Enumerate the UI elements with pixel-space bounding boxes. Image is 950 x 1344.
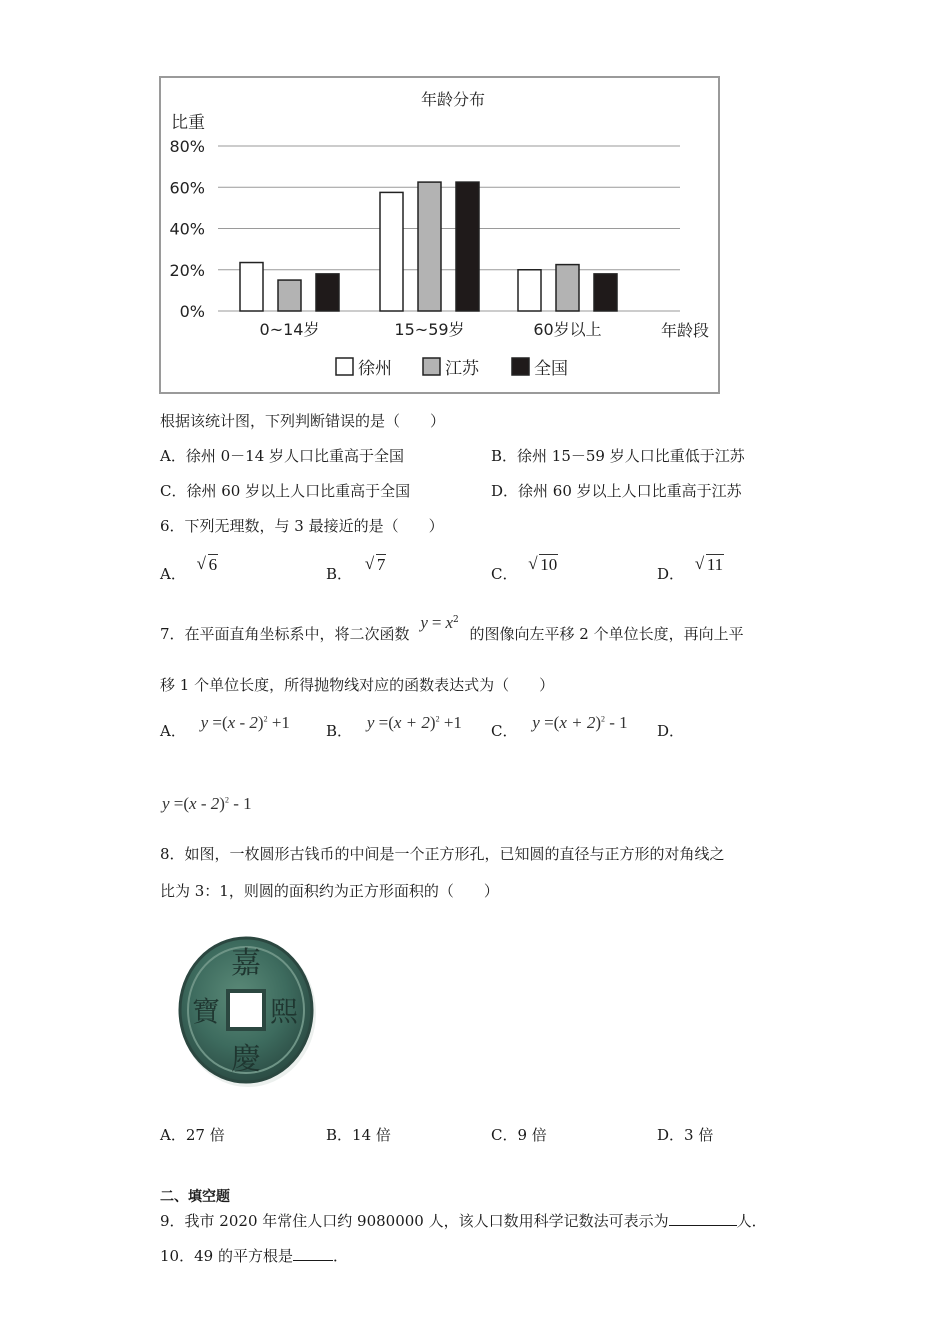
q7-stem-line2: 移 1 个单位长度，所得抛物线对应的函数表达式为（ ）	[160, 676, 555, 694]
q5-option-c: C．徐州 60 岁以上人口比重高于全国	[160, 482, 411, 500]
sqrt-10: √ 10	[528, 554, 558, 574]
chart-y-label: 比重	[171, 113, 205, 133]
bar-徐州-0	[240, 263, 263, 311]
q6-option-b	[326, 554, 386, 584]
q10-stem: 10．49 的平方根是 ．	[160, 1247, 348, 1265]
sqrt-11: √ 11	[694, 554, 724, 574]
y-tick-label: 40%	[169, 219, 205, 239]
q6-option-c-label: C．	[491, 565, 518, 583]
section-heading: 二、填空题	[160, 1189, 230, 1205]
ancient-coin-image	[172, 925, 322, 1095]
bar-全国-1	[456, 182, 479, 311]
chart-x-ticks	[260, 320, 602, 339]
y-tick-label: 20%	[169, 260, 205, 280]
q8-option-d: D．3 倍	[657, 1126, 714, 1144]
bar-江苏-1	[418, 182, 441, 311]
q5-option-d: D．徐州 60 岁以上人口比重高于江苏	[491, 482, 742, 500]
bar-全国-2	[594, 274, 617, 311]
sqrt-7: √ 7	[364, 554, 386, 574]
x-tick-label: 0~14岁	[259, 320, 320, 339]
chart-canvas	[161, 78, 718, 392]
svg-text:嘉: 嘉	[231, 946, 261, 981]
legend-label: 全国	[534, 359, 568, 379]
q7-option-a: A． y =(x - 2)$^2$ +1	[160, 713, 290, 740]
svg-text:熙: 熙	[269, 995, 299, 1028]
q8-option-a: A．27 倍	[160, 1126, 225, 1144]
svg-text:寶: 寶	[191, 995, 221, 1028]
legend-label: 徐州	[358, 359, 392, 379]
age-distribution-chart	[159, 76, 720, 394]
q6-option-a	[160, 554, 218, 584]
q6-stem: 6．下列无理数，与 3 最接近的是（ ）	[160, 517, 444, 535]
q5-stem: 根据该统计图，下列判断错误的是（ ）	[160, 412, 446, 430]
q5-option-a: A．徐州 0－14 岁人口比重高于全国	[160, 447, 405, 465]
q7-function: $y = x^2$	[420, 613, 459, 632]
q8-option-c: C．9 倍	[491, 1126, 547, 1144]
x-tick-label: 15~59岁	[394, 320, 465, 339]
y-tick-label: 60%	[169, 178, 205, 198]
bar-江苏-0	[278, 280, 301, 311]
chart-y-ticks	[169, 137, 205, 321]
chart-title: 年龄分布	[420, 90, 486, 109]
bar-徐州-2	[518, 270, 541, 311]
y-tick-label: 80%	[169, 137, 205, 156]
chart-bars	[240, 182, 617, 311]
q6-option-b-label: B．	[326, 565, 353, 583]
q8-option-b: B．14 倍	[326, 1126, 391, 1144]
bar-全国-0	[316, 274, 339, 311]
q6-option-a-label: A．	[160, 565, 186, 583]
q7-option-d-label: D．	[657, 722, 685, 740]
legend-swatch-徐州	[336, 358, 353, 375]
x-tick-label: 60岁以上	[533, 320, 602, 339]
legend-swatch-江苏	[423, 358, 440, 375]
chart-x-label: 年龄段	[660, 321, 709, 340]
svg-text:慶: 慶	[231, 1042, 261, 1077]
bar-江苏-2	[556, 265, 579, 311]
q8-stem-line2: 比为 3：1，则圆的面积约为正方形面积的（ ）	[160, 882, 499, 900]
y-tick-label: 0%	[179, 302, 205, 321]
q6-option-d-label: D．	[657, 565, 685, 583]
q7-option-d: y =(x - 2)$^2$ - 1	[162, 794, 252, 813]
q7-option-b: B． $y =(x + 2)^2 +1$	[326, 713, 462, 740]
legend-swatch-全国	[512, 358, 529, 375]
q9-answer-blank[interactable]	[669, 1225, 737, 1226]
q7-option-c: C． $y =(x + 2)^2 - 1$	[491, 713, 628, 740]
q10-answer-blank[interactable]	[293, 1260, 333, 1261]
q8-stem-line1: 8．如图，一枚圆形古钱币的中间是一个正方形孔，已知圆的直径与正方形的对角线之	[160, 845, 725, 863]
q9-stem: 9．我市 2020 年常住人口约 9080000 人，该人口数用科学记数法可表示为 人．	[160, 1212, 767, 1230]
sqrt-6: √ 6	[196, 554, 218, 574]
bar-徐州-1	[380, 192, 403, 311]
chart-legend	[336, 358, 568, 379]
q5-option-b: B．徐州 15－59 岁人口比重低于江苏	[491, 447, 745, 465]
q6-option-c	[491, 554, 558, 584]
legend-label: 江苏	[445, 359, 479, 379]
q7-stem-line1: 7．在平面直角坐标系中，将二次函数 $y = x^2$ 的图像向左平移 2 个单位长度，再向上平	[160, 613, 744, 643]
q6-option-d	[657, 554, 724, 584]
